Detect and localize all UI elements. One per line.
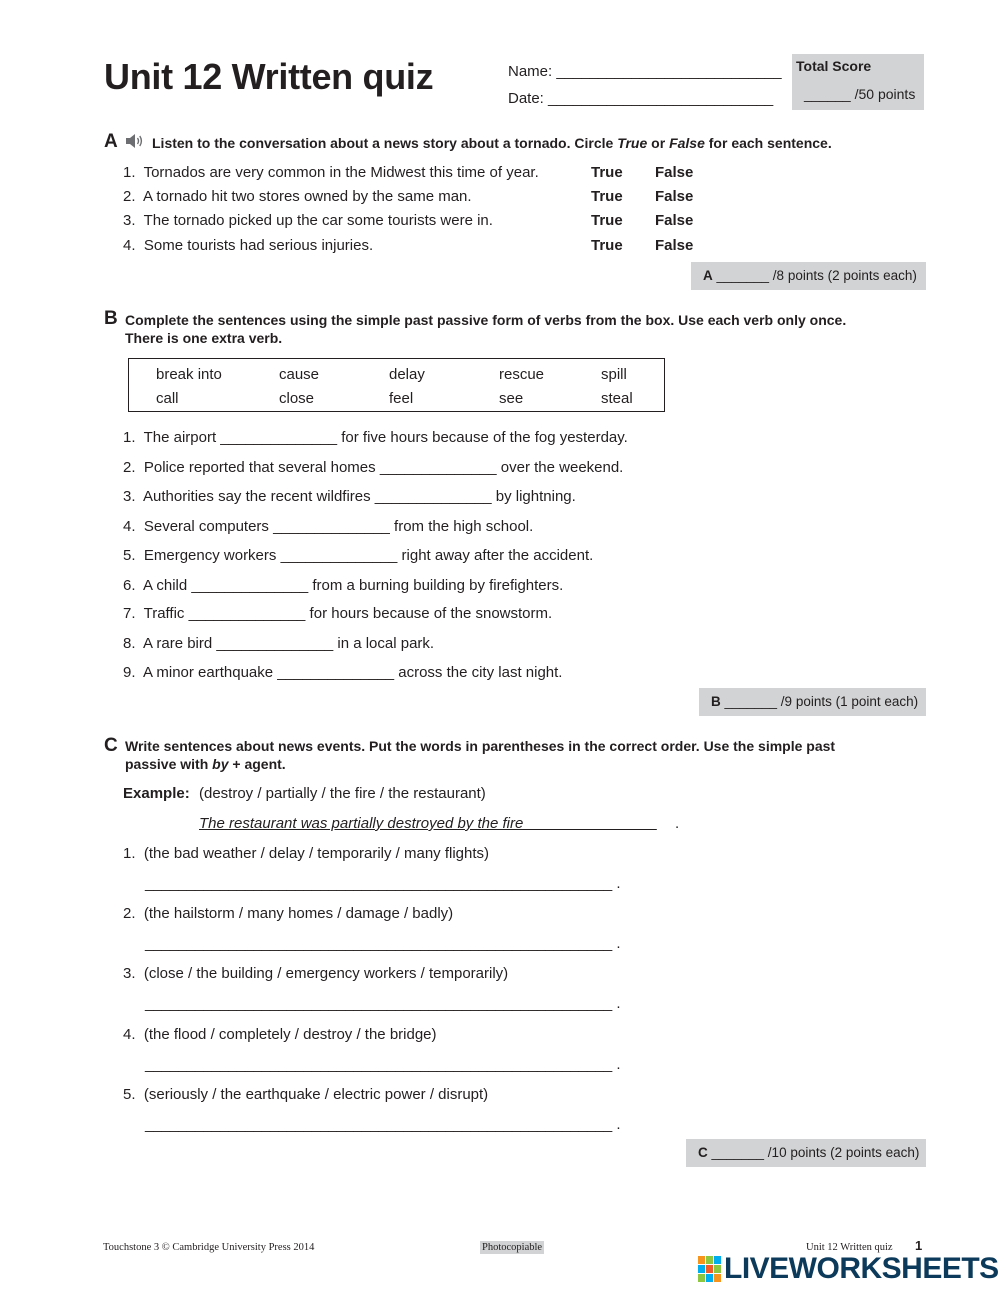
false-option[interactable]: False — [655, 237, 694, 254]
false-option[interactable]: False — [655, 188, 694, 205]
example-label: Example: — [123, 785, 190, 802]
section-a-letter: A — [104, 131, 118, 152]
list-item: 5. (seriously / the earthquake / electric power / disrupt) — [123, 1086, 489, 1103]
answer-line[interactable]: ________________________________________________________ . — [145, 1116, 621, 1133]
list-item[interactable]: 6. A child ______________ from a burning building by firefighters. — [123, 577, 564, 594]
word-option: close — [279, 390, 315, 407]
word-option: break into — [156, 366, 222, 383]
answer-line[interactable]: ________________________________________________________ . — [145, 875, 621, 892]
list-item[interactable]: 3. Authorities say the recent wildfires ______________ by lightning. — [123, 488, 576, 505]
list-item: 2. A tornado hit two stores owned by the same man. — [123, 188, 472, 205]
section-c-instruction: Write sentences about news events. Put the words in parentheses in the correct order. Use the simple past passive with by + agent. — [125, 738, 836, 772]
list-item[interactable]: 1. The airport ______________ for five hours because of the fog yesterday. — [123, 429, 628, 446]
date-field[interactable]: Date: ___________________________ — [508, 90, 774, 107]
example-period: . — [675, 815, 680, 832]
page-title: Unit 12 Written quiz — [104, 56, 434, 97]
list-item[interactable]: 4. Several computers ______________ from the high school. — [123, 518, 534, 535]
true-option[interactable]: True — [591, 164, 623, 181]
photocopiable-badge: Photocopiable — [482, 1242, 543, 1253]
word-option: call — [156, 390, 179, 407]
list-item: 3. (close / the building / emergency workers / temporarily) — [123, 965, 509, 982]
list-item: 1. Tornados are very common in the Midwest this time of year. — [123, 164, 539, 181]
true-option[interactable]: True — [591, 212, 623, 229]
section-b-letter: B — [104, 308, 118, 329]
answer-line[interactable]: ________________________________________________________ . — [145, 995, 621, 1012]
word-option: cause — [279, 366, 320, 383]
false-option[interactable]: False — [655, 164, 694, 181]
list-item: 1. (the bad weather / delay / temporarily / many flights) — [123, 845, 490, 862]
word-option: rescue — [499, 366, 545, 383]
false-option[interactable]: False — [655, 212, 694, 229]
speaker-icon[interactable] — [125, 133, 145, 154]
copyright-text: Touchstone 3 © Cambridge University Press 2014 — [103, 1242, 315, 1253]
page-label: Unit 12 Written quiz — [806, 1242, 893, 1253]
logo-blocks-icon — [698, 1256, 721, 1282]
section-a-points[interactable]: A _______ /8 points (2 points each) — [691, 262, 926, 290]
section-b-points[interactable]: B _______ /9 points (1 point each) — [699, 688, 926, 716]
section-b-instruction: Complete the sentences using the simple past passive form of verbs from the box. Use each verb only once. There is one extra verb. — [125, 312, 847, 346]
list-item[interactable]: 7. Traffic ______________ for hours because of the snowstorm. — [123, 605, 553, 622]
page-number: 1 — [915, 1238, 923, 1253]
word-option: spill — [601, 366, 627, 383]
name-field[interactable]: Name: ___________________________ — [508, 63, 782, 80]
true-option[interactable]: True — [591, 237, 623, 254]
word-option: delay — [389, 366, 425, 383]
list-item: 4. Some tourists had serious injuries. — [123, 237, 374, 254]
section-c-points[interactable]: C _______ /10 points (2 points each) — [686, 1139, 926, 1167]
logo-text: LIVEWORKSHEETS — [724, 1252, 999, 1285]
total-score-box — [792, 54, 924, 110]
list-item: 2. (the hailstorm / many homes / damage / badly) — [123, 905, 454, 922]
liveworksheets-logo[interactable] — [698, 1254, 999, 1284]
word-option: steal — [601, 390, 633, 407]
list-item[interactable]: 9. A minor earthquake ______________ across the city last night. — [123, 664, 563, 681]
list-item[interactable]: 5. Emergency workers ______________ right away after the accident. — [123, 547, 594, 564]
example-answer: The restaurant was partially destroyed by the fire________________ — [199, 815, 657, 832]
list-item[interactable]: 8. A rare bird ______________ in a local park. — [123, 635, 435, 652]
example-prompt: (destroy / partially / the fire / the restaurant) — [199, 785, 486, 802]
true-option[interactable]: True — [591, 188, 623, 205]
word-option: feel — [389, 390, 414, 407]
list-item: 3. The tornado picked up the car some tourists were in. — [123, 212, 493, 229]
section-c-letter: C — [104, 735, 118, 756]
list-item[interactable]: 2. Police reported that several homes ______________ over the weekend. — [123, 459, 624, 476]
answer-line[interactable]: ________________________________________________________ . — [145, 935, 621, 952]
total-score-value[interactable]: ______ /50 points — [804, 86, 916, 102]
section-a-instruction: Listen to the conversation about a news story about a tornado. Circle True or False for each sentence. — [152, 135, 832, 151]
total-score-label: Total Score — [796, 58, 872, 74]
list-item: 4. (the flood / completely / destroy / the bridge) — [123, 1026, 437, 1043]
word-option: see — [499, 390, 524, 407]
answer-line[interactable]: ________________________________________________________ . — [145, 1056, 621, 1073]
